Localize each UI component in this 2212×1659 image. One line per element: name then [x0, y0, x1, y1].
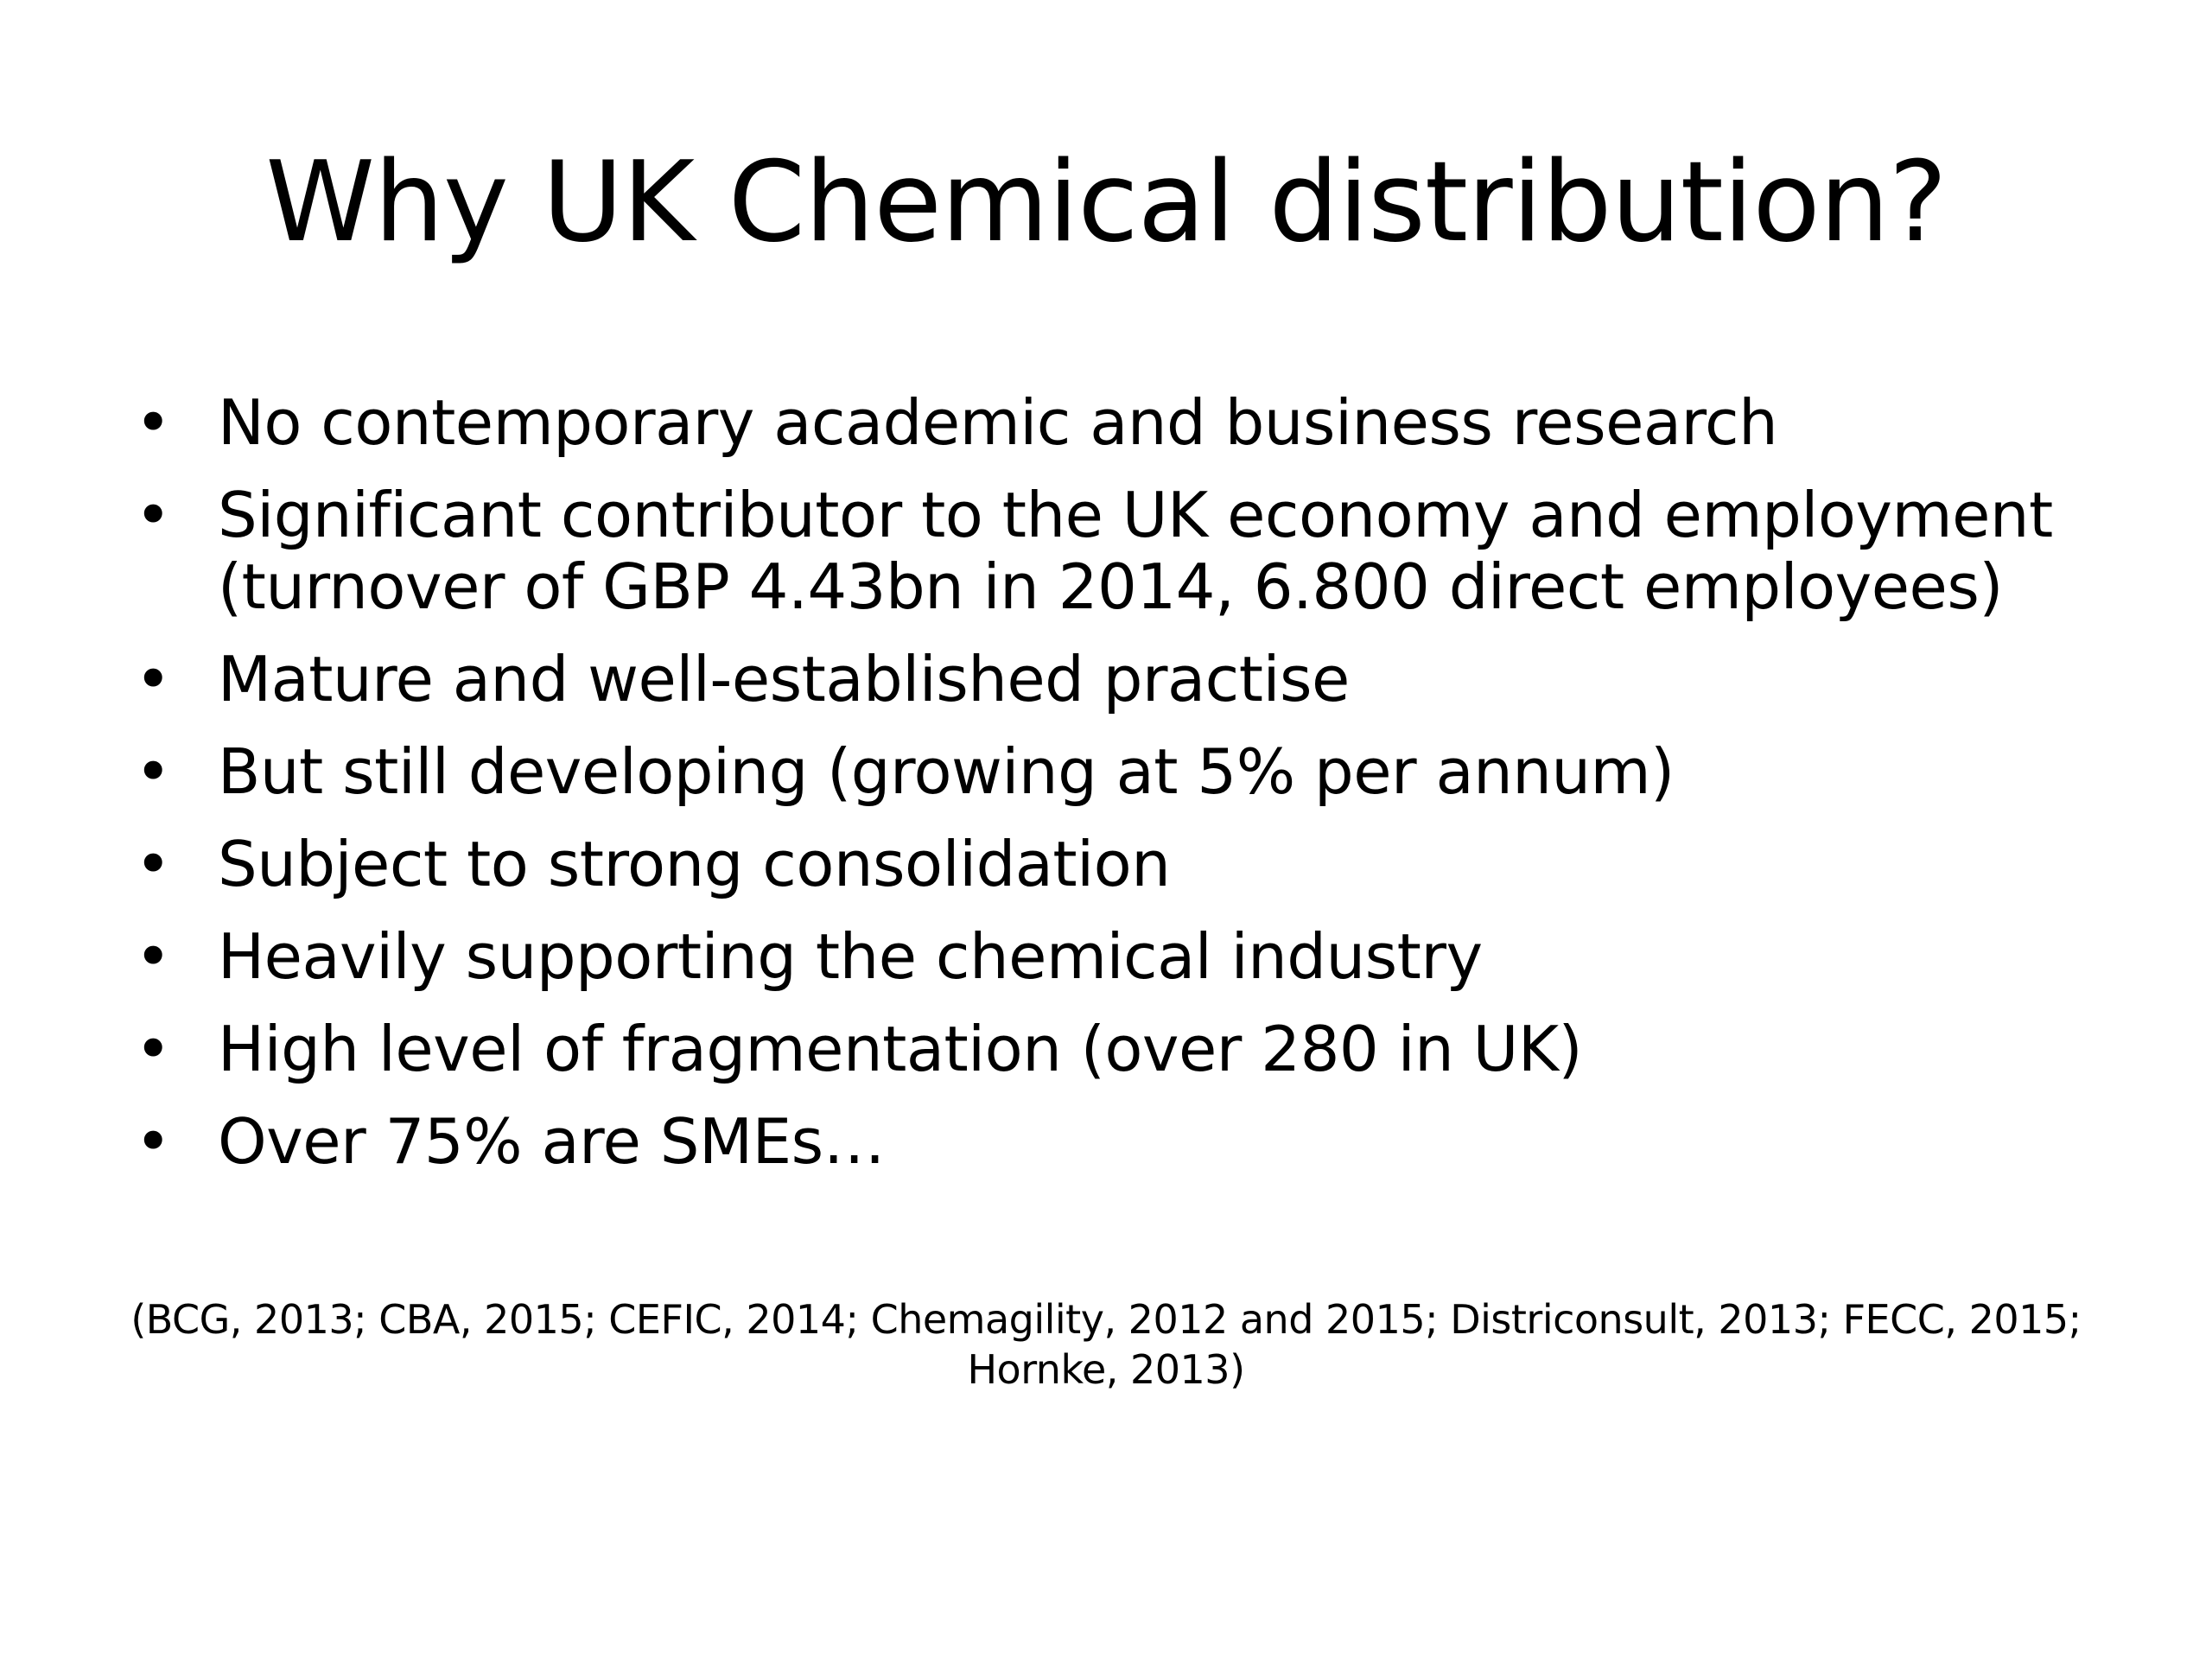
bullet-item — [130, 480, 2152, 623]
bullet-text: But still developing (growing at 5% per annum) — [218, 735, 1675, 808]
bullet-item — [130, 829, 2152, 900]
citation: (BCG, 2013; CBA, 2015; CEFIC, 2014; Chemagility, 2012 and 2015; Districonsult, 2013; FECC, 2015; Hornke, 2013) — [130, 1296, 2082, 1393]
bullet-text: No contemporary academic and business research — [218, 386, 1778, 459]
bullet-list — [130, 387, 2152, 1198]
bullet-text: Mature and well-established practise — [218, 643, 1350, 715]
bullet-text: Heavily supporting the chemical industry — [218, 920, 1483, 993]
bullet-item — [130, 644, 2152, 715]
bullet-icon: • — [135, 643, 171, 715]
bullet-icon: • — [135, 1105, 171, 1178]
bullet-text: High level of fragmentation (over 280 in UK) — [218, 1013, 1583, 1085]
bullet-item — [130, 387, 2152, 459]
bullet-text: Over 75% are SMEs… — [218, 1105, 886, 1178]
bullet-icon: • — [135, 386, 171, 459]
bullet-text: Significant contributor to the UK economy and employment (turnover of GBP 4.43bn in 2014, 6.800 direct employees) — [218, 479, 2053, 623]
bullet-icon: • — [135, 735, 171, 808]
bullet-item — [130, 736, 2152, 808]
bullet-item — [130, 921, 2152, 993]
bullet-icon: • — [135, 1013, 171, 1085]
slide-title: Why UK Chemical distribution? — [265, 138, 1947, 267]
bullet-icon: • — [135, 828, 171, 900]
bullet-item — [130, 1106, 2152, 1178]
bullet-text: Subject to strong consolidation — [218, 828, 1171, 900]
bullet-icon: • — [135, 479, 171, 551]
bullet-item — [130, 1014, 2152, 1085]
bullet-icon: • — [135, 920, 171, 993]
